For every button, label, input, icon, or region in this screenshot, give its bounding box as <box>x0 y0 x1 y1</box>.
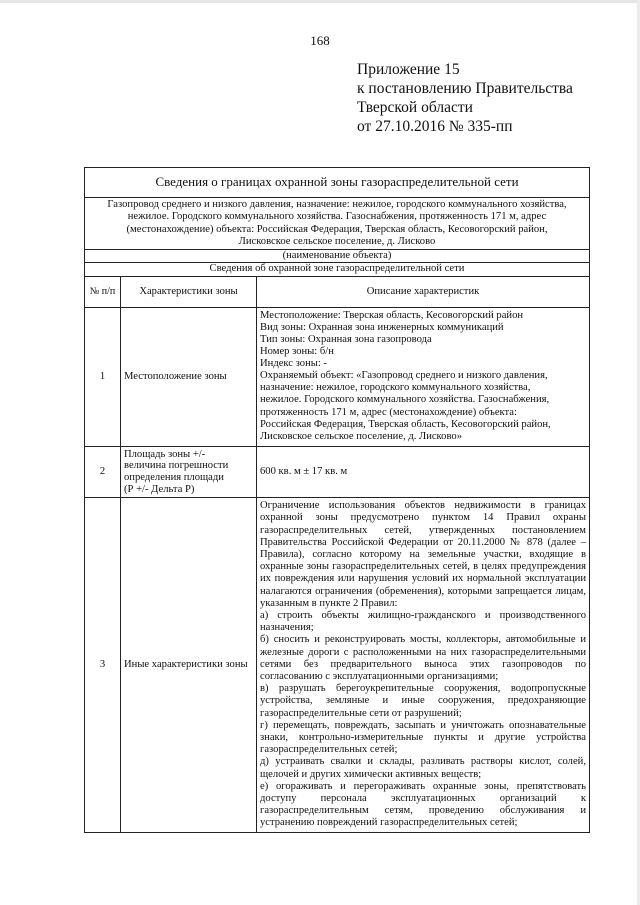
row-number: 3 <box>85 498 121 832</box>
appendix-line: Приложение 15 <box>357 61 460 78</box>
object-name-line: нежилое. Городского коммунального хозяйства. Газоснабжения, протяженность 171 м, адрес <box>127 211 547 223</box>
description-paragraph: г) перемещать, повреждать, засыпать и уничтожать опознавательные знаки, контрольно-измерительные пункты и другие устройства газораспределительных сетей; <box>260 719 586 756</box>
row-characteristic <box>121 446 257 497</box>
description-line: Лисковское сельское поселение, д. Лисково» <box>260 430 462 442</box>
table-row <box>85 446 590 497</box>
description-line: Индекс зоны: - <box>260 358 327 370</box>
description-line: Местоположение: Тверская область, Кесовогорский район <box>260 309 524 321</box>
description-paragraph: Ограничение использования объектов недвижимости в границах охранной зоны предусмотрено пунктом 14 Правил охраны газораспределительных сетей, утвержденных постановлением Правительства Российской Федерации от 20.11.2000 № 878 (далее – Правила), согласно которому на земельные участки, входящие в охранные зоны газораспределительных сетей, в целях предупреждения их повреждения или нарушения условий их нормальной эксплуатации налагаются ограничения (обременения), которыми запрещается лицам, указанным в пункте 2 Правил: <box>260 500 586 609</box>
description-line: Вид зоны: Охранная зона инженерных коммуникаций <box>260 321 504 333</box>
scan-edge-top <box>0 0 640 3</box>
column-header-description: Описание характеристик <box>257 276 590 307</box>
row-characteristic: Иные характеристики зоны <box>121 498 257 832</box>
appendix-line: от 27.10.2016 № 335-пп <box>357 118 513 135</box>
description-line: Охраняемый объект: «Газопровод среднего и низкого давления, <box>260 370 548 382</box>
characteristic-line: величина погрешности <box>124 460 229 472</box>
description-line: Российская Федерация, Тверская область, Кесовогорский район, <box>260 418 551 430</box>
description-line: Номер зоны: б/н <box>260 346 334 358</box>
description-line: протяженность 171 м, адрес (местонахождение) объекта: <box>260 406 517 418</box>
zone-info-table <box>84 167 590 833</box>
table-row <box>85 307 590 446</box>
description-line: Тип зоны: Охранная зона газопровода <box>260 333 432 345</box>
table-row <box>85 498 590 832</box>
table-title: Сведения о границах охранной зоны газораспределительной сети <box>85 168 590 198</box>
description-paragraph: в) разрушать берегоукрепительные сооружения, водопропускные устройства, земляные и иные сооружения, предохраняющие газораспределительные сети от разрушений; <box>260 683 586 719</box>
appendix-line: к постановлению Правительства <box>357 80 573 97</box>
appendix-line: Тверской области <box>357 99 473 116</box>
description-paragraph: б) сносить и реконструировать мосты, коллекторы, автомобильные и железные дороги с расположенными на них газораспределительными сетями без предварительного выноса этих газопроводов по согласованию с эксплуатационными организациями; <box>260 634 586 683</box>
description-line: нежилое. Городского коммунального хозяйства. Газоснабжения, <box>260 394 550 406</box>
column-header-num: № п/п <box>85 276 121 307</box>
description-paragraph: д) устраивать свалки и склады, разливать растворы кислот, солей, щелочей и других химически активных веществ; <box>260 756 586 780</box>
row-description <box>257 498 590 832</box>
object-name-line: Газопровод среднего и низкого давления, назначение: нежилое, городского коммунального хозяйства, <box>107 199 567 210</box>
column-header-characteristic: Характеристики зоны <box>121 276 257 307</box>
description-paragraph: е) огораживать и перегораживать охранные зоны, препятствовать доступу персонала эксплуатационных организаций к газораспределительным сетям, проведению обслуживания и устранению повреждений газораспределительных сетей; <box>260 780 586 829</box>
page-number: 168 <box>310 33 330 48</box>
zone-info-heading: Сведения об охранной зоне газораспределительной сети <box>85 263 590 276</box>
characteristic-line: определения площади <box>124 472 224 483</box>
object-name-line: (местонахождение) объекта: Российская Федерация, Тверская область, Кесовогорский район, <box>126 223 548 235</box>
row-description: 600 кв. м ± 17 кв. м <box>257 446 590 497</box>
object-caption: (наименование объекта) <box>85 250 590 263</box>
description-line: назначение: нежилое, городского коммунального хозяйства, <box>260 382 531 394</box>
row-number: 2 <box>85 446 121 497</box>
description-paragraph: а) строить объекты жилищно-гражданского и производственного назначения; <box>260 610 586 634</box>
object-name-line: Лисковское сельское поселение, д. Лисково <box>238 235 436 247</box>
row-description <box>257 307 590 446</box>
characteristic-line: (Р +/- Дельта Р) <box>124 483 195 495</box>
row-characteristic: Местоположение зоны <box>121 307 257 446</box>
object-name <box>85 198 590 250</box>
row-number: 1 <box>85 307 121 446</box>
appendix-header <box>357 60 573 136</box>
characteristic-line: Площадь зоны +/- <box>124 448 206 460</box>
